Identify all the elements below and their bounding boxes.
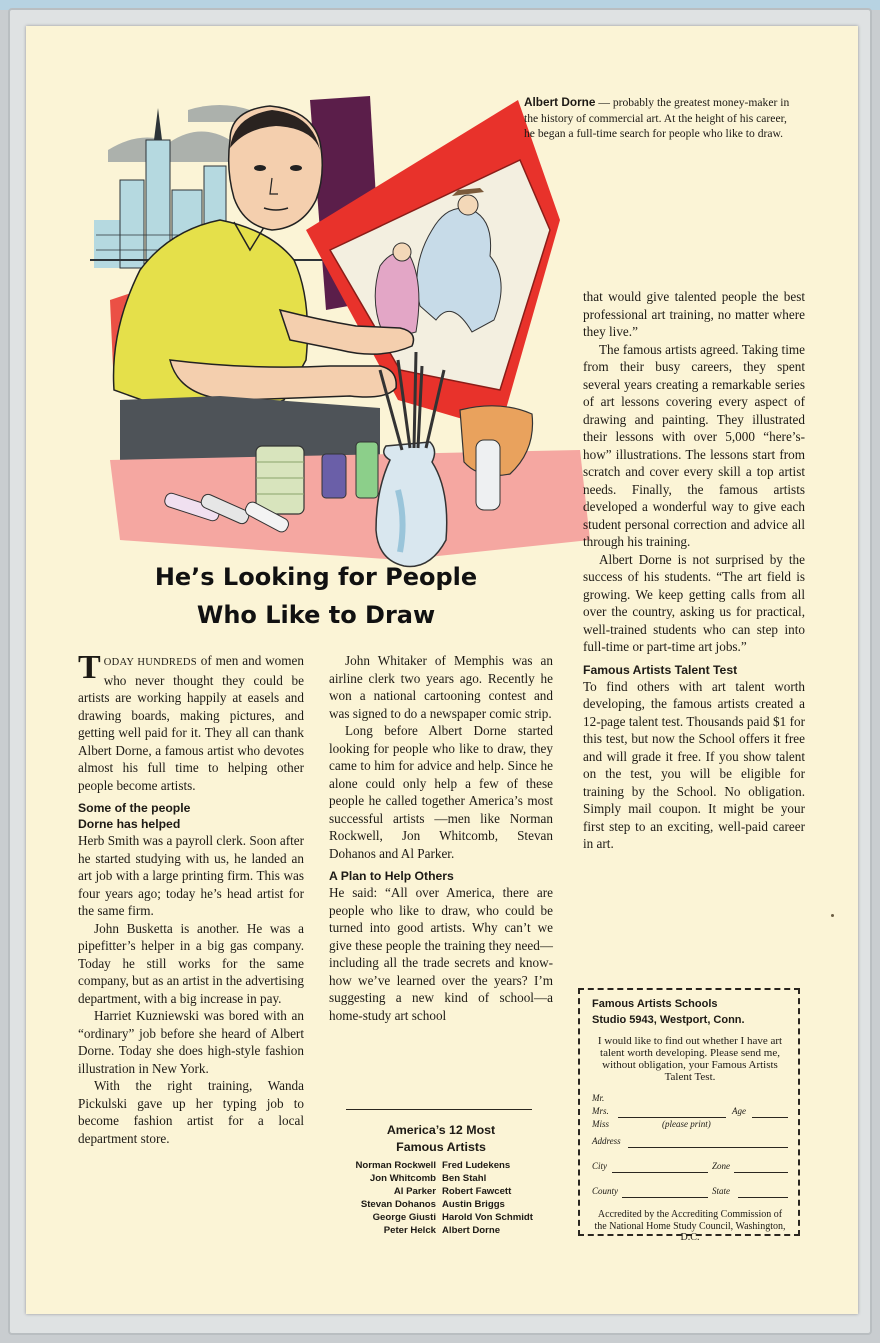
age-line[interactable] [752,1117,788,1118]
label-address: Address [592,1136,621,1146]
artist-name: Norman Rockwell [355,1160,436,1171]
state-line[interactable] [738,1197,788,1198]
paragraph-not-surprised: Albert Dorne is not surprised by the success of his students. “The art field is growing. We keep getting calls from all over the country, asking us for practical, well-trained students who can step into full-time or part-time art jobs.” [583,551,805,654]
coupon-school-address: Studio 5943, Westport, Conn. [592,1014,745,1026]
coupon-school-name: Famous Artists Schools [592,998,718,1010]
subhead-line-2: Dorne has helped [78,817,181,831]
illustration-caption [524,95,794,142]
caption-text: — probably the greatest money-maker in the history of commercial art. At the height of his career, he began a full-time search for people who like to draw. [524,96,790,141]
subhead-talent-test: Famous Artists Talent Test [583,662,738,677]
coupon-field-county-state[interactable] [592,1186,788,1199]
artist-name: Austin Briggs [442,1199,505,1210]
artist-name: Harold Von Schmidt [442,1212,533,1223]
artist-illustration [80,70,590,598]
paragraph-continued: that would give talented people the best professional art training, no matter where they live.” [583,289,805,339]
label-mrs: Mrs. [592,1106,609,1116]
coupon-field-mr [592,1093,788,1106]
divider-rule [346,1109,532,1110]
article-column-1 [78,649,304,1147]
label-county: County [592,1186,618,1196]
coupon-field-miss [592,1119,788,1132]
artist-name: Peter Helck [383,1225,436,1236]
famous-artists-list [322,1159,562,1237]
famous-artists-title [329,1122,553,1156]
headline-line-2: Who Like to Draw [196,601,436,629]
print-speck [831,914,834,917]
headline-line-1: He’s Looking for People [154,563,478,591]
coupon-field-name-age[interactable] [592,1106,788,1119]
paragraph-he-said: He said: “All over America, there are people who like to draw, who could be turned into good artists. Why can’t we give these people the training they need—including all the trade secrets and know-how we’ve learned over the years? I’m suggesting a new kind of school—a home-study art school [329,885,553,1023]
artist-name: Albert Dorne [442,1225,501,1236]
paragraph-artists-agreed: The famous artists agreed. Taking time from their busy careers, they spent several years creating a remarkable series of art lessons covering every aspect of drawing and painting. They illustrated their lessons with over 5,000 “here’s-how” illustrations. The lessons start from scratch and cover every skill a top artist needs. Finally, the famous artists developed a wonderful way to give each student personal correction and advice all through his training. [583,341,805,549]
paragraph-wanda-pickulski: With the right training, Wanda Pickulski gave up her typing job to become fashion artist for a local department store. [78,1078,304,1146]
coupon-field-city-zone[interactable] [592,1161,788,1174]
intro-paragraph [78,649,304,794]
famous-title-line-2: Famous Artists [396,1140,486,1154]
name-line[interactable] [618,1117,726,1118]
paragraph-long-before: Long before Albert Dorne started looking for people who like to draw, they came to him for advice and help. Since he alone could only help a few of these people he called together America’s most successful artists —men like Norman Rockwell, Jon Whitcomb, Stevan Dohanos and Al Parker. [329,723,553,861]
famous-title-line-1: America’s 12 Most [386,1123,496,1137]
label-state: State [712,1186,730,1196]
article-column-3 [583,288,805,853]
mail-coupon[interactable] [578,988,800,1243]
address-line[interactable] [628,1147,788,1148]
coupon-request-text: I would like to find out whether I have art talent worth developing. Please send me, without obligation, your Famous Artists Talent Test. [597,1035,783,1083]
paragraph-talent-test: To find others with art talent worth developing, the famous artists created a 12-page talent test. Thousands paid $1 for this test, but now the School offers it free and will grade it free. If you show talent on the test, you will be eligible for training by the School. No obligation. Simply mail coupon. It might be your first step to an exciting, well-paid career in art. [583,678,805,851]
paragraph-john-busketta: John Busketta is another. He was a pipefitter’s helper in a big gas company. Today he still works for the same company, but as an artist in the advertising department, with a big increase in pay. [78,920,304,1006]
intro-lead: ODAY HUNDREDS [103,657,197,668]
intro-text: of men and women who never thought they could be artists are working happily at easels and drawing boards, making pictures, and getting well paid for it. They all can thank Albert Dorne, a famous artist who devotes almost his full time to helping other people become artists. [78,653,304,793]
label-please-print: (please print) [662,1119,711,1129]
coupon-field-address[interactable] [592,1136,788,1149]
label-age: Age [732,1106,746,1116]
comic-back-cover-page [26,26,858,1314]
subhead-people-helped [78,800,304,832]
label-zone: Zone [712,1161,730,1171]
artist-name: Jon Whitcomb [369,1173,436,1184]
paragraph-john-whitaker: John Whitaker of Memphis was an airline clerk two years ago. Recently he won a national cartooning contest and was signed to do a newspaper comic strip. [329,653,553,721]
artist-name: Al Parker [393,1186,436,1197]
paragraph-herb-smith: Herb Smith was a payroll clerk. Soon after he started studying with us, he landed an art job with a large printing firm. This was four years ago; today he’s head artist for the same firm. [78,833,304,918]
city-line[interactable] [612,1172,708,1173]
label-mr: Mr. [592,1093,605,1103]
artist-name: Ben Stahl [442,1173,487,1184]
county-line[interactable] [622,1197,708,1198]
artist-name: Robert Fawcett [442,1186,512,1197]
subhead-line-1: Some of the people [78,801,191,815]
headline [104,558,528,634]
label-miss: Miss [592,1119,610,1129]
label-city: City [592,1161,607,1171]
coupon-accreditation: Accredited by the Accrediting Commission of the National Home Study Council, Washington, D.C. [594,1209,786,1243]
caption-name: Albert Dorne [524,95,596,109]
subhead-plan: A Plan to Help Others [329,869,454,883]
paragraph-harriet-kuzniewski: Harriet Kuzniewski was bored with an “ordinary” job before she heard of Albert Dorne. Today she does high-style fashion illustration in New York. [78,1008,304,1076]
drop-cap: T [78,649,101,686]
zone-line[interactable] [734,1172,788,1173]
artist-name: Fred Ludekens [442,1160,511,1171]
article-column-2 [329,652,553,1024]
artist-name: Stevan Dohanos [360,1199,436,1210]
artist-name: George Giusti [372,1212,436,1223]
